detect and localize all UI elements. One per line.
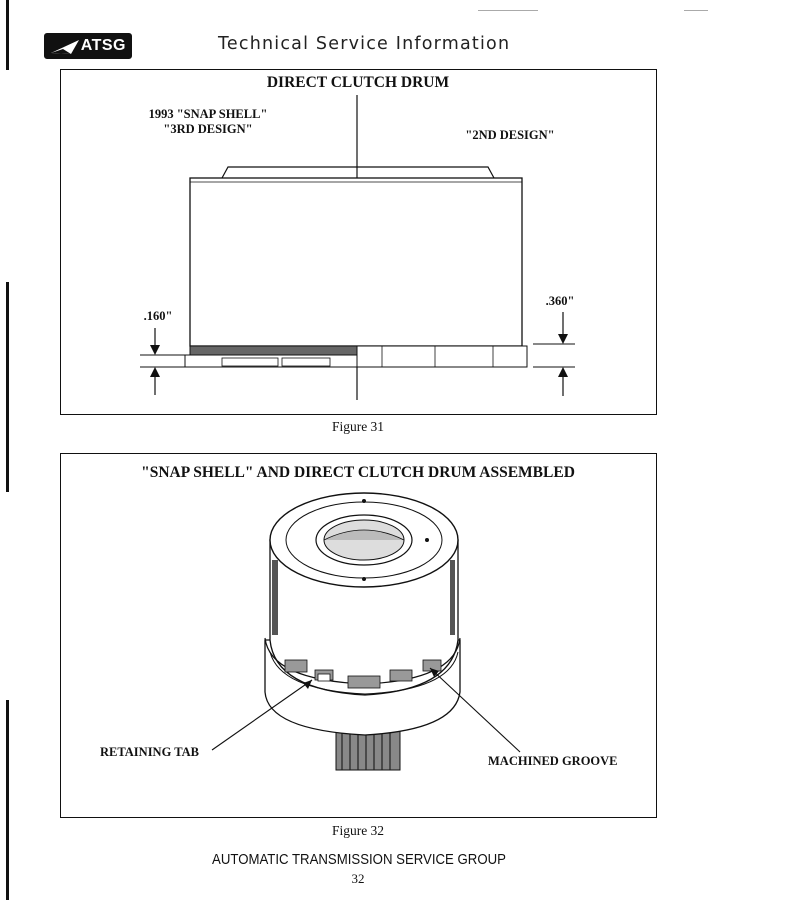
second-design-label: "2ND DESIGN" <box>465 128 555 142</box>
dimension-160: .160" <box>143 309 173 323</box>
dimension-360: .360" <box>545 294 575 308</box>
figure-31-title: DIRECT CLUTCH DRUM <box>266 74 450 91</box>
machined-groove-label: MACHINED GROOVE <box>488 754 618 768</box>
third-design-label-line2: "3RD DESIGN" <box>163 122 253 136</box>
retaining-tab-label: RETAINING TAB <box>100 745 199 759</box>
figure-32-caption: Figure 32 <box>331 823 385 838</box>
third-design-label-line1: 1993 "SNAP SHELL" <box>148 107 268 121</box>
retaining-tab <box>318 674 330 681</box>
header-title: Technical Service Information <box>218 34 511 54</box>
figure-31-caption: Figure 31 <box>331 419 385 434</box>
figure-32-title: "SNAP SHELL" AND DIRECT CLUTCH DRUM ASSEMBLED <box>141 464 575 481</box>
footer-title: AUTOMATIC TRANSMISSION SERVICE GROUP <box>212 851 506 868</box>
logo-text: ATSG <box>80 37 126 54</box>
page-number: 32 <box>351 871 365 886</box>
